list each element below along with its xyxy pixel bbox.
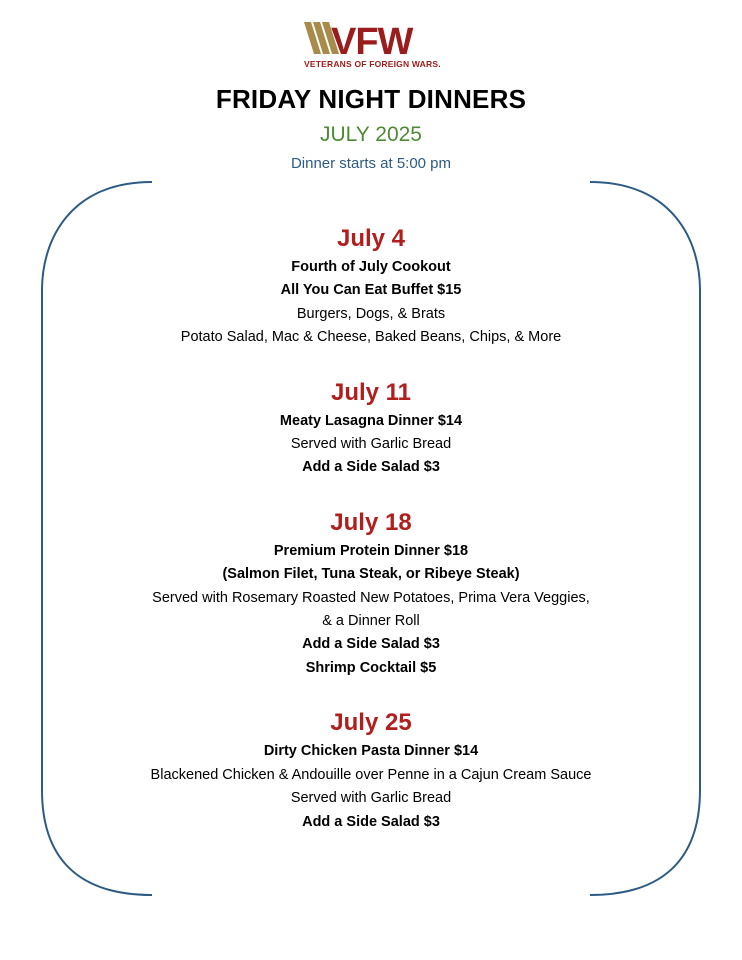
- event-date: July 11: [330, 378, 412, 406]
- event-addon: Shrimp Cocktail $5: [305, 659, 437, 676]
- event-addon: Add a Side Salad $3: [302, 813, 440, 830]
- logo-subtitle: VETERANS OF FOREIGN WARS.: [304, 59, 441, 69]
- event-detail: Served with Garlic Bread: [290, 436, 452, 453]
- event-detail: Burgers, Dogs, & Brats: [296, 305, 446, 322]
- event-detail: Potato Salad, Mac & Cheese, Baked Beans, Chips, & More: [180, 329, 562, 346]
- event-july-25: [0, 708, 742, 834]
- event-detail: Served with Rosemary Roasted New Potatoes, Prima Vera Veggies,: [152, 589, 590, 606]
- event-date: July 18: [330, 508, 412, 536]
- month-label: JULY 2025: [320, 123, 422, 146]
- dinner-start-time: Dinner starts at 5:00 pm: [290, 155, 452, 172]
- event-date: July 25: [330, 709, 412, 737]
- event-date: July 4: [336, 225, 406, 252]
- event-title: Dirty Chicken Pasta Dinner $14: [263, 743, 479, 760]
- event-addon: Add a Side Salad $3: [302, 459, 440, 476]
- event-addon: Add a Side Salad $3: [302, 636, 440, 653]
- event-title: Meaty Lasagna Dinner $14: [279, 412, 463, 429]
- event-detail: Blackened Chicken & Andouille over Penne in a Cajun Cream Sauce: [150, 766, 592, 783]
- event-july-18: [0, 508, 742, 680]
- event-july-11: [0, 378, 742, 480]
- page-title: FRIDAY NIGHT DINNERS: [215, 84, 527, 114]
- event-detail: Served with Garlic Bread: [290, 790, 452, 807]
- event-july-4: [0, 224, 742, 350]
- logo-text: VFW: [331, 21, 413, 58]
- dinner-schedule: [0, 224, 742, 862]
- event-title: Premium Protein Dinner $18: [273, 542, 469, 559]
- event-title: Fourth of July Cookout: [291, 259, 451, 275]
- event-price-line: All You Can Eat Buffet $15: [280, 282, 462, 299]
- event-options: (Salmon Filet, Tuna Steak, or Ribeye Steak): [222, 566, 520, 583]
- event-detail: & a Dinner Roll: [322, 613, 420, 630]
